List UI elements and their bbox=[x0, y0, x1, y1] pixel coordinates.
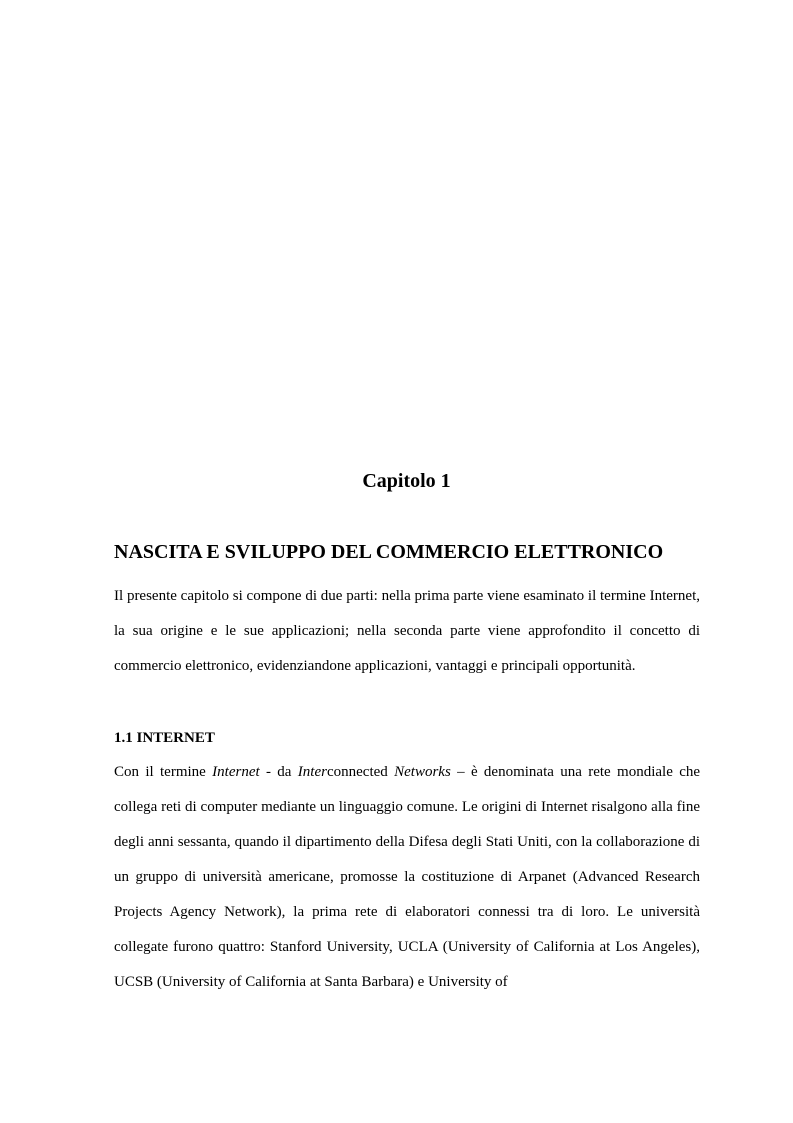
chapter-title: NASCITA E SVILUPPO DEL COMMERCIO ELETTRONICO bbox=[114, 541, 664, 563]
term-inter: Inter bbox=[297, 764, 327, 780]
paragraph-text-start: Con il termine bbox=[114, 764, 213, 780]
section-heading-internet: 1.1 INTERNET bbox=[114, 730, 215, 746]
term-networks: Networks bbox=[394, 764, 451, 780]
paragraph-text-da: - da bbox=[259, 764, 298, 780]
paragraph-text-connected: connected bbox=[326, 764, 395, 780]
intro-paragraph: Il presente capitolo si compone di due parti: nella prima parte viene esaminato il termine Internet, la sua origine e le sue applicazioni; nella seconda parte viene approfondito il concetto di commercio elettronico, evidenziandone applicazioni, vantaggi e principali opportunità. bbox=[114, 588, 700, 674]
term-internet: Internet bbox=[212, 764, 260, 780]
chapter-label: Capitolo 1 bbox=[362, 470, 451, 492]
section-internet-paragraph bbox=[114, 755, 700, 1000]
paragraph-text-rest: – è denominata una rete mondiale che collega reti di computer mediante un linguaggio comune. Le origini di Internet risalgono alla fine degli anni sessanta, quando il dipartimento della Difesa degli Stati Uniti, con la collaborazione di un gruppo di università americane, promosse la costituzione di Arpanet (Advanced Research Projects Agency Network), la prima rete di elaboratori connessi tra di loro. Le università collegate furono quattro: Stanford University, UCLA (University of California at Los Angeles), UCSB (University of California at Santa Barbara) e University of bbox=[114, 764, 701, 990]
